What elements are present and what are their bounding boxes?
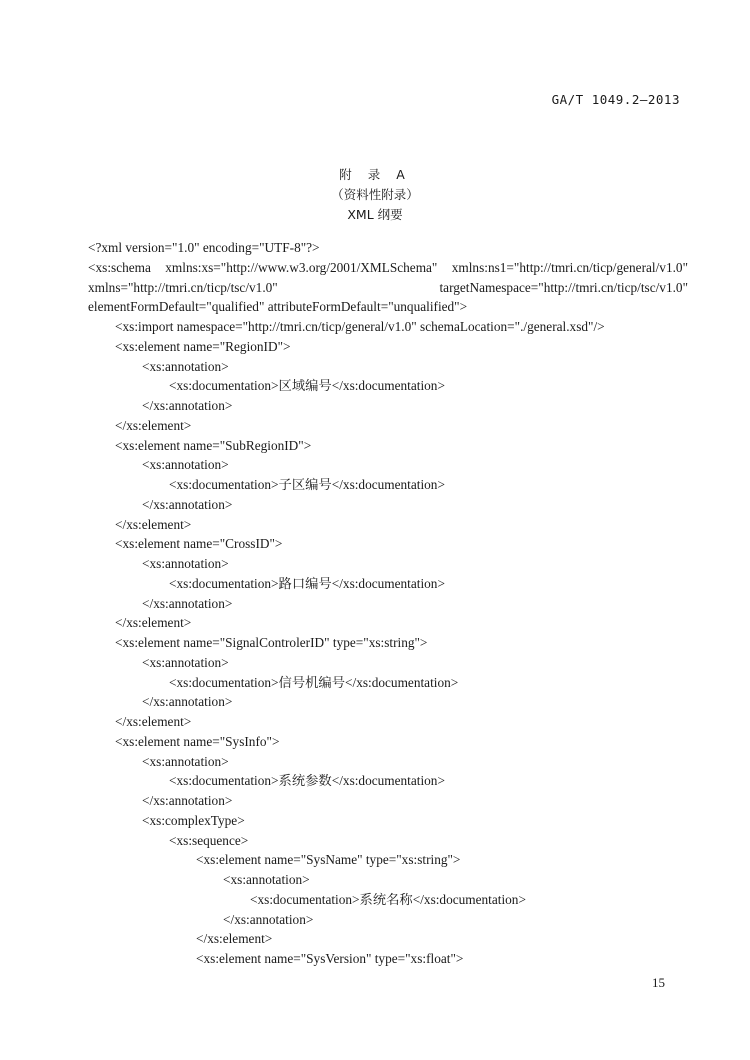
code-segment: xmlns="http://tmri.cn/ticp/tsc/v1.0" bbox=[88, 279, 278, 295]
code-line: </xs:annotation> bbox=[142, 694, 233, 710]
code-line bbox=[88, 278, 688, 298]
code-line: </xs:annotation> bbox=[142, 793, 233, 808]
code-line: <xs:documentation>信号机编号</xs:documentation> bbox=[169, 674, 459, 690]
page-number: 15 bbox=[652, 975, 665, 990]
code-segment: targetNamespace="http://tmri.cn/ticp/tsc/v1.0" bbox=[439, 279, 688, 295]
code-line: <xs:element name="SysName" type="xs:string"> bbox=[196, 852, 461, 868]
code-line: <xs:annotation> bbox=[142, 457, 229, 473]
code-line: <xs:element name="SignalControlerID" type="xs:string"> bbox=[115, 635, 428, 650]
code-line: <xs:element name="SubRegionID"> bbox=[115, 437, 312, 453]
code-line: </xs:element> bbox=[196, 931, 273, 947]
code-line: <xs:annotation> bbox=[223, 872, 310, 887]
code-line: </xs:annotation> bbox=[142, 496, 233, 512]
code-line: <xs:element name="SysVersion" type="xs:float"> bbox=[196, 951, 464, 966]
code-line bbox=[88, 258, 688, 278]
code-line: <xs:documentation>子区编号</xs:documentation> bbox=[169, 477, 445, 492]
appendix-title: 附 录 A bbox=[339, 167, 411, 182]
standard-number: GA/T 1049.2—2013 bbox=[551, 92, 680, 107]
code-line: <xs:element name="CrossID"> bbox=[115, 536, 283, 552]
code-line: </xs:annotation> bbox=[223, 911, 314, 927]
code-line: <xs:documentation>路口编号</xs:documentation> bbox=[169, 575, 445, 591]
code-line: <?xml version="1.0" encoding="UTF-8"?> bbox=[88, 240, 320, 255]
code-line: </xs:element> bbox=[115, 714, 192, 729]
code-line: </xs:annotation> bbox=[142, 398, 233, 413]
code-line: </xs:annotation> bbox=[142, 595, 233, 611]
code-line: elementFormDefault="qualified" attributeFormDefault="unqualified"> bbox=[88, 299, 468, 315]
code-line: <xs:documentation>区域编号</xs:documentation> bbox=[169, 378, 445, 394]
code-line: <xs:annotation> bbox=[142, 753, 229, 769]
code-line: </xs:element> bbox=[115, 615, 192, 631]
code-line: <xs:element name="RegionID"> bbox=[115, 338, 291, 354]
code-segment: <xs:schema bbox=[88, 259, 151, 275]
code-line: <xs:element name="SysInfo"> bbox=[115, 733, 280, 749]
code-line: <xs:annotation> bbox=[142, 358, 229, 374]
code-segment: xmlns:ns1="http://tmri.cn/ticp/general/v1.0" bbox=[451, 259, 688, 275]
code-line: <xs:sequence> bbox=[169, 832, 249, 848]
code-line: <xs:documentation>系统名称</xs:documentation> bbox=[250, 891, 526, 907]
appendix-name: XML 纲要 bbox=[347, 207, 403, 222]
code-line: <xs:annotation> bbox=[142, 654, 229, 670]
appendix-subtitle: （资料性附录） bbox=[331, 187, 419, 202]
xml-schema-listing bbox=[88, 238, 688, 969]
appendix-heading bbox=[0, 165, 750, 225]
code-line: <xs:import namespace="http://tmri.cn/ticp/general/v1.0" schemaLocation="./general.xsd"/> bbox=[115, 319, 605, 334]
code-line: <xs:complexType> bbox=[142, 812, 245, 828]
code-line: <xs:annotation> bbox=[142, 556, 229, 571]
code-segment: xmlns:xs="http://www.w3.org/2001/XMLSchema" bbox=[165, 259, 438, 275]
code-line: </xs:element> bbox=[115, 417, 192, 433]
code-line: <xs:documentation>系统参数</xs:documentation> bbox=[169, 773, 445, 789]
code-line: </xs:element> bbox=[115, 516, 192, 532]
